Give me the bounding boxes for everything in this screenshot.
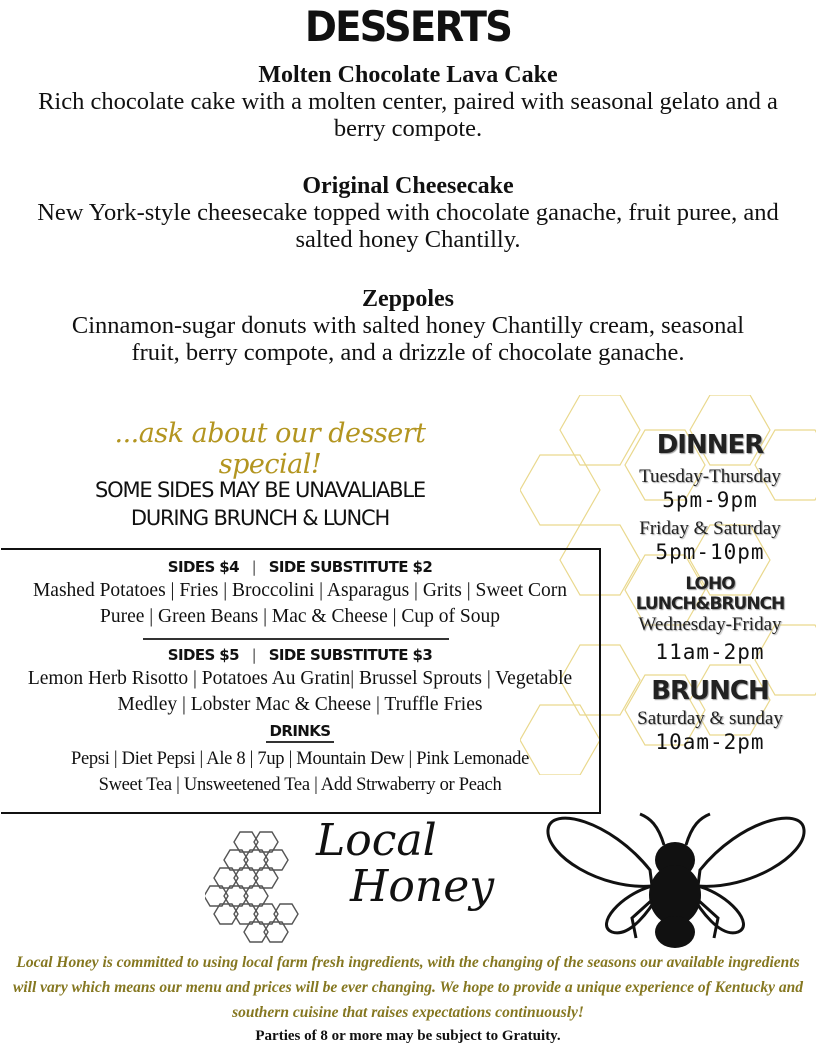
dessert-item — [18, 173, 798, 253]
brunch-time: 10am-2pm — [655, 730, 765, 754]
dessert-description: Rich chocolate cake with a molten center, paired with seasonal gelato and a berry compote. — [38, 88, 778, 142]
page-title: DESSERTS — [304, 2, 512, 51]
sides-note-line: SOME SIDES MAY BE UNAVALIABLE — [95, 478, 425, 502]
substitute-price-label: SIDE SUBSTITUTE $2 — [268, 558, 433, 576]
dinner-time: 5pm-9pm — [662, 488, 758, 512]
dinner-time: 5pm-10pm — [655, 540, 765, 564]
footer-statement: Local Honey is committed to using local farm fresh ingredients, with the changing of the seasons our available ingredients will vary which means our menu and prices will be ever changing. We hope to provide a unique experience of Kentucky and southern cuisine that raises expectations continuously! — [13, 954, 803, 1021]
lunch-heading: LUNCH&BRUNCH — [635, 594, 785, 614]
drinks-header-wrap — [1, 722, 599, 740]
divider-line — [143, 638, 449, 640]
sides-price-label: SIDES $4 — [167, 558, 239, 576]
hours-panel — [606, 430, 814, 754]
dessert-name: Original Cheesecake — [302, 173, 514, 199]
divider: | — [251, 646, 257, 664]
sides-price-label: SIDES $5 — [167, 646, 239, 664]
dessert-description: New York-style cheesecake topped with chocolate ganache, fruit puree, and salted honey Chantilly. — [37, 199, 779, 253]
lunch-heading: LOHO — [685, 574, 735, 594]
logo-wordmark — [296, 815, 495, 912]
substitute-price-label: SIDE SUBSTITUTE $3 — [268, 646, 433, 664]
sides-list: Mashed Potatoes | Fries | Broccolini | Asparagus | Grits | Sweet Corn Puree | Green Beans | Mac & Cheese | Cup of Soup — [32, 580, 568, 627]
sides-note-line: DURING BRUNCH & LUNCH — [130, 506, 390, 530]
dessert-name: Zeppoles — [361, 286, 454, 312]
drinks-list: Pepsi | Diet Pepsi | Ale 8 | 7up | Mountain Dew | Pink Lemonade — [71, 749, 529, 769]
divider: | — [251, 558, 257, 576]
logo-line: Local — [316, 815, 437, 866]
sides-box — [1, 548, 601, 814]
dinner-heading: DINNER — [656, 430, 764, 460]
dessert-special-note: ...ask about our dessert special! — [114, 418, 426, 480]
dinner-days: Tuesday-Thursday — [639, 466, 781, 487]
gratuity-note: Parties of 8 or more may be subject to Gratuity. — [255, 1028, 561, 1044]
dessert-description: Cinnamon-sugar donuts with salted honey Chantilly cream, seasonal fruit, berry compote, and a drizzle of chocolate ganache. — [71, 312, 745, 366]
bee-icon — [540, 800, 810, 950]
dessert-item — [18, 286, 798, 366]
dessert-name: Molten Chocolate Lava Cake — [258, 62, 558, 88]
logo-line: Honey — [350, 861, 495, 912]
dinner-days: Friday & Saturday — [639, 518, 781, 539]
lunch-days: Wednesday-Friday — [638, 614, 782, 635]
brunch-heading: BRUNCH — [651, 676, 769, 706]
brunch-days: Saturday & sunday — [637, 708, 783, 729]
sides-header — [1, 646, 599, 664]
sides-list: Lemon Herb Risotto | Potatoes Au Gratin| Brussel Sprouts | Vegetable Medley | Lobster Mac & Cheese | Truffle Fries — [27, 668, 573, 715]
sides-header — [1, 558, 599, 576]
lunch-time: 11am-2pm — [655, 640, 765, 664]
sides-availability-note — [20, 476, 500, 532]
drinks-list: Sweet Tea | Unsweetened Tea | Add Strwaberry or Peach — [98, 775, 502, 795]
dessert-item — [18, 62, 798, 142]
drinks-header: DRINKS — [266, 722, 335, 743]
